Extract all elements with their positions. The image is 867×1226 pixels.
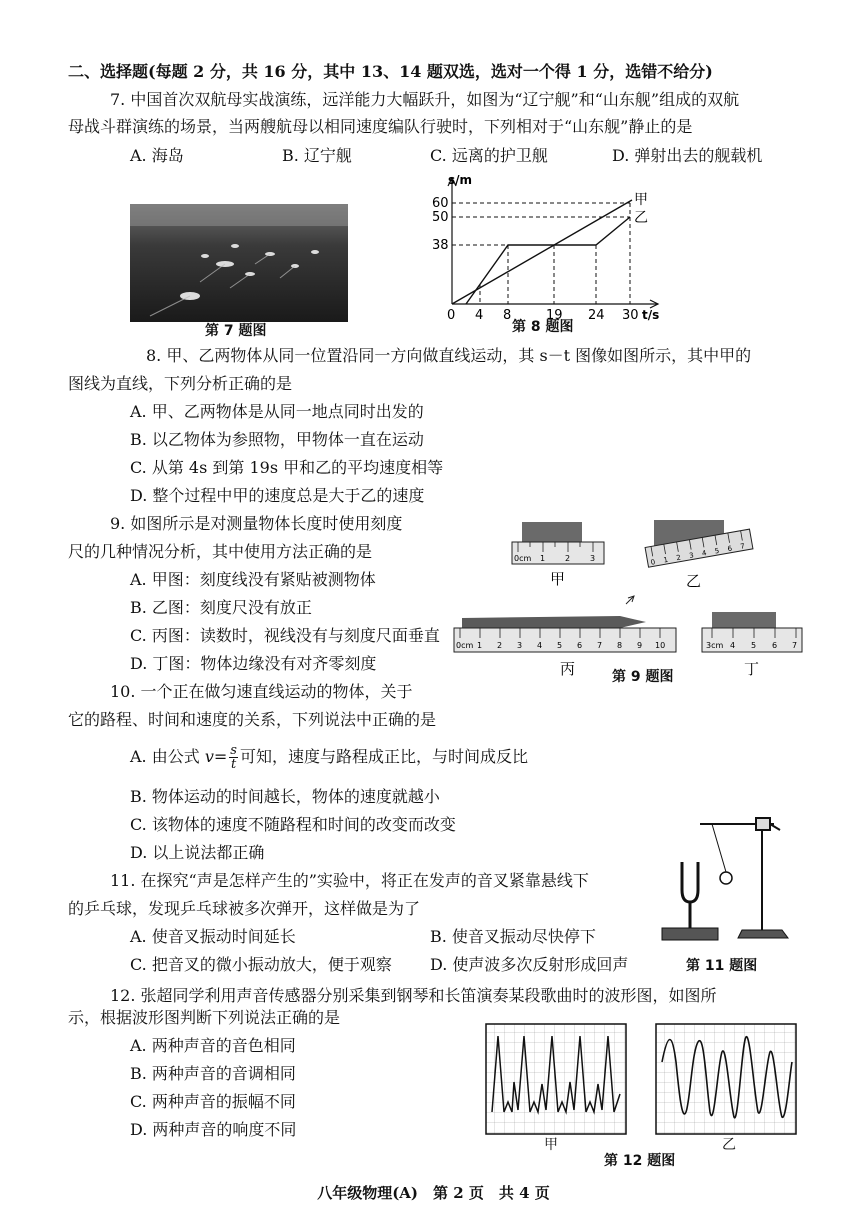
fraction-numerator: s (230, 743, 237, 758)
yi-mark-2: 2 (675, 553, 682, 563)
q7-option-b: B. 辽宁舰 (282, 146, 352, 165)
thread (712, 824, 726, 872)
q12-stem-line1: 12. 张超同学利用声音传感器分别采集到钢琴和长笛演奏某段歌曲时的波形图，如图所 (110, 986, 717, 1005)
fig8-caption: 第 8 题图 (512, 319, 574, 335)
q7-option-d: D. 弹射出去的舰载机 (612, 146, 763, 165)
stand-base (738, 930, 788, 938)
q12-option-d: D. 两种声音的响度不同 (130, 1120, 297, 1139)
ding-mark-1: 4 (730, 641, 736, 650)
q10-option-c: C. 该物体的速度不随路程和时间的改变而改变 (130, 815, 456, 834)
ruler-ding (702, 612, 802, 652)
ruler-jia (512, 522, 604, 564)
ding-mark-3: 6 (772, 641, 778, 650)
yi-mark-3: 3 (688, 551, 695, 560)
jia-mark-3: 3 (590, 554, 596, 563)
label-jia: 甲 (550, 570, 566, 588)
ytick-50: 50 (432, 210, 449, 225)
label-yi: 乙 (634, 210, 648, 226)
yi-mark-0: 0 (650, 558, 656, 567)
fig9-rulers (450, 518, 810, 688)
q8-option-a: A. 甲、乙两物体是从同一地点同时出发的 (130, 402, 424, 421)
q10-stem-line2: 它的路程、时间和速度的关系，下列说法中正确的是 (68, 710, 437, 729)
bing-mark-10: 10 (655, 641, 666, 650)
q11-option-d: D. 使声波多次反射形成回声 (430, 955, 629, 974)
q9-stem-line2: 尺的几种情况分析，其中使用方法正确的是 (68, 542, 373, 561)
q10-stem-line1: 10. 一个正在做匀速直线运动的物体，关于 (110, 682, 413, 701)
q8-option-c: C. 从第 4s 到第 19s 甲和乙的平均速度相等 (130, 458, 444, 477)
fraction-denominator: t (231, 757, 237, 772)
fig12-waveforms (484, 1022, 804, 1140)
q8-option-b: B. 以乙物体为参照物，甲物体一直在运动 (130, 430, 424, 449)
xtick-24: 24 (588, 308, 605, 322)
q12-option-a: A. 两种声音的音色相同 (130, 1036, 296, 1055)
bing-mark-7: 7 (597, 641, 603, 650)
label-bing: 丙 (560, 660, 576, 678)
q7-option-c: C. 远离的护卫舰 (430, 146, 548, 165)
q10-option-a-prefix: A. 由公式 (130, 747, 205, 766)
xtick-30: 30 (622, 308, 639, 322)
waveform-yi (656, 1024, 796, 1134)
q9-option-b: B. 乙图：刻度尺没有放正 (130, 598, 312, 617)
xtick-8: 8 (503, 308, 512, 322)
formula-v: v= (204, 747, 228, 766)
bing-mark-8: 8 (617, 641, 623, 650)
xtick-0: 0 (447, 308, 456, 322)
q11-option-b: B. 使音叉振动尽快停下 (430, 927, 596, 946)
bing-mark-2: 2 (497, 641, 503, 650)
q11-stem-line1: 11. 在探究“声是怎样产生的”实验中，将正在发声的音叉紧靠悬线下 (110, 871, 589, 890)
carrier-fleet-photo (130, 204, 348, 322)
bing-mark-4: 4 (537, 641, 543, 650)
q8-stem-line2: 图线为直线，下列分析正确的是 (68, 374, 293, 393)
q11-option-a: A. 使音叉振动时间延长 (130, 927, 296, 946)
bing-mark-1: 1 (477, 641, 483, 650)
ding-mark-2: 5 (751, 641, 757, 650)
jia-mark-1: 1 (540, 554, 546, 563)
yi-mark-5: 5 (714, 546, 720, 556)
line-yi (466, 217, 630, 304)
jia-mark-2: 2 (565, 554, 571, 563)
fig7-caption: 第 7 题图 (205, 323, 267, 339)
q10-option-a (130, 744, 528, 771)
line-jia (452, 200, 632, 304)
ytick-60: 60 (432, 196, 449, 211)
q7-option-a: A. 海岛 (130, 146, 184, 165)
xtick-19: 19 (546, 308, 563, 322)
q10-option-d: D. 以上说法都正确 (130, 843, 265, 862)
q10-option-b: B. 物体运动的时间越长，物体的速度就越小 (130, 787, 440, 806)
ping-pong-ball (720, 872, 732, 884)
fork-base (662, 928, 718, 940)
bing-mark-5: 5 (557, 641, 563, 650)
fig8-xlabel: t/s (642, 308, 660, 322)
q12-stem-line2: 示，根据波形图判断下列说法正确的是 (68, 1008, 341, 1027)
q10-option-a-suffix: 可知，速度与路程成正比，与时间成反比 (239, 747, 528, 766)
ruler-bing (454, 596, 676, 652)
yi-mark-1: 1 (662, 555, 669, 565)
q7-stem-line1: 7. 中国首次双航母实战演练，远洋能力大幅跃升，如图为“辽宁舰”和“山东舰”组成的双航 (110, 90, 740, 109)
q9-option-d: D. 丁图：物体边缘没有对齐零刻度 (130, 654, 377, 673)
yi-mark-6: 6 (726, 544, 733, 554)
waveform-jia (486, 1024, 626, 1134)
q7-stem-line2: 母战斗群演练的场景，当两艘航母以相同速度编队行驶时，下列相对于“山东舰”静止的是 (68, 117, 693, 136)
fig12-label-yi: 乙 (722, 1137, 736, 1153)
fig12-label-jia: 甲 (544, 1137, 558, 1153)
ytick-38: 38 (432, 238, 449, 253)
page-footer: 八年级物理(A) 第 2 页 共 4 页 (317, 1184, 550, 1202)
yi-mark-4: 4 (701, 549, 708, 558)
bing-mark-0: 0cm (456, 641, 474, 650)
q12-option-b: B. 两种声音的音调相同 (130, 1064, 296, 1083)
label-jia: 甲 (634, 192, 648, 208)
q12-option-c: C. 两种声音的振幅不同 (130, 1092, 296, 1111)
fig9-caption: 第 9 题图 (612, 669, 674, 685)
ding-mark-4: 7 (792, 641, 798, 650)
q11-stem-line2: 的乒乓球，发现乒乓球被多次弹开，这样做是为了 (68, 899, 421, 918)
ruler-yi (645, 520, 753, 567)
q11-option-c: C. 把音叉的微小振动放大，便于观察 (130, 955, 392, 974)
fig11-caption: 第 11 题图 (686, 958, 758, 974)
q9-option-c: C. 丙图：读数时，视线没有与刻度尺面垂直 (130, 626, 440, 645)
q8-stem-line1: 8. 甲、乙两物体从同一位置沿同一方向做直线运动，其 s－t 图像如图所示，其中甲的 (146, 346, 752, 365)
fig11-tuning-fork-apparatus (650, 810, 800, 955)
label-yi: 乙 (686, 572, 702, 590)
fig12-caption: 第 12 题图 (604, 1153, 676, 1169)
fig8-st-graph (430, 172, 670, 322)
bing-mark-3: 3 (517, 641, 523, 650)
q9-option-a: A. 甲图：刻度线没有紧贴被测物体 (130, 570, 376, 589)
label-ding: 丁 (744, 660, 760, 678)
bing-mark-9: 9 (637, 641, 643, 650)
formula-fraction (229, 744, 238, 771)
ding-mark-0: 3cm (706, 641, 724, 650)
q8-option-d: D. 整个过程中甲的速度总是大于乙的速度 (130, 486, 425, 505)
section-header: 二、选择题(每题 2 分，共 16 分，其中 13、14 题双选，选对一个得 1 分，选错不给分) (68, 62, 713, 81)
bing-mark-6: 6 (577, 641, 583, 650)
xtick-4: 4 (475, 308, 484, 322)
jia-mark-0: 0cm (514, 554, 532, 563)
yi-mark-7: 7 (739, 542, 746, 551)
q9-stem-line1: 9. 如图所示是对测量物体长度时使用刻度 (110, 514, 403, 533)
fig8-ylabel: s/m (448, 173, 473, 187)
